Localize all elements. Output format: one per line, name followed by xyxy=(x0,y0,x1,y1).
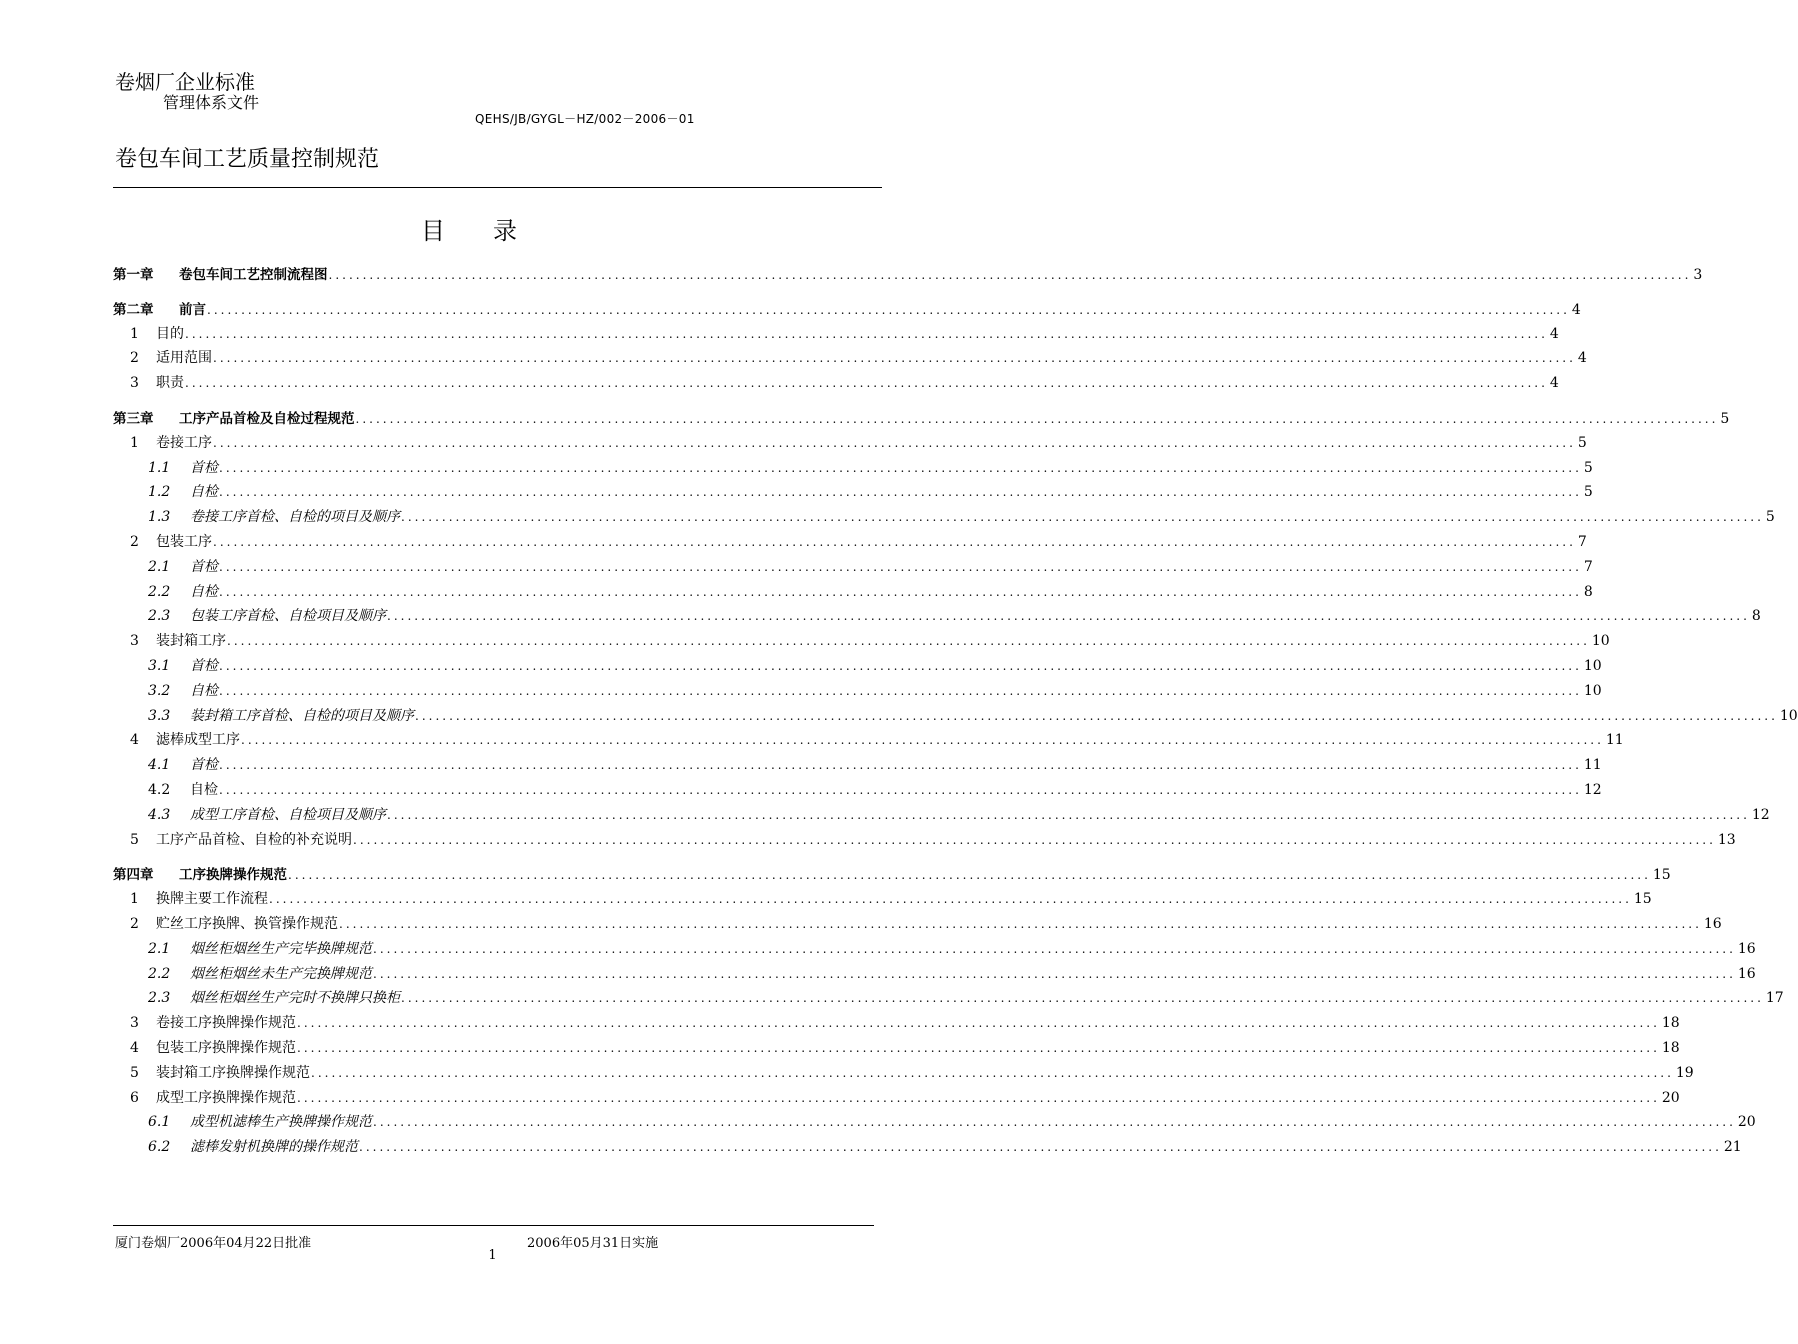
toc-dot-leader: ........................................................................................................................................................................................................ xyxy=(207,302,1570,317)
toc-entry-number: 4.1 xyxy=(148,757,171,774)
toc-entry[interactable] xyxy=(113,754,1602,779)
toc-page-number: 11 xyxy=(1605,732,1624,749)
toc-dot-leader: ........................................................................................................................................................................................................ xyxy=(297,1016,1660,1031)
toc-page-number: 16 xyxy=(1737,965,1756,982)
toc-entry[interactable] xyxy=(113,432,1587,457)
toc-page-number: 5 xyxy=(1765,509,1775,526)
toc-page-number: 16 xyxy=(1703,915,1722,932)
toc-dot-leader: ........................................................................................................................................................................................................ xyxy=(297,1040,1660,1055)
toc-spacer xyxy=(113,397,882,407)
toc-entry-title: 首检 xyxy=(190,657,218,674)
toc-dot-leader: ........................................................................................................................................................................................................ xyxy=(415,708,1778,723)
footer-rule xyxy=(113,1225,874,1226)
org-name: 卷烟厂企业标准 xyxy=(115,70,255,94)
toc-entry-title: 包装工序换牌操作规范 xyxy=(156,1039,296,1056)
toc-entry[interactable] xyxy=(113,1062,1694,1087)
toc-entry[interactable] xyxy=(113,605,1761,630)
toc-entry-title: 成型机滤棒生产换牌操作规范 xyxy=(190,1114,372,1131)
toc-entry-number: 2 xyxy=(130,533,139,550)
toc-entry-number: 第三章 xyxy=(113,410,154,427)
toc-page-number: 15 xyxy=(1633,891,1652,908)
toc-entry-title: 卷接工序 xyxy=(156,434,212,451)
toc-dot-leader: ........................................................................................................................................................................................................ xyxy=(213,351,1576,366)
toc-entry-number: 3.3 xyxy=(148,707,171,724)
toc-chapter-entry[interactable] xyxy=(113,298,1581,323)
toc-dot-leader: ........................................................................................................................................................................................................ xyxy=(288,868,1651,883)
toc-entry-title: 自检 xyxy=(190,484,218,501)
toc-page-number: 4 xyxy=(1571,301,1581,318)
toc-heading: 目录 xyxy=(421,217,565,245)
toc-entry-title: 首检 xyxy=(190,558,218,575)
toc-dot-leader: ........................................................................................................................................................................................................ xyxy=(339,916,1702,931)
toc-entry-number: 2 xyxy=(130,350,139,367)
toc-entry[interactable] xyxy=(113,804,1770,829)
toc-entry-title: 烟丝柜烟丝未生产完换牌规范 xyxy=(190,965,372,982)
toc-dot-leader: ........................................................................................................................................................................................................ xyxy=(359,1140,1722,1155)
toc-entry[interactable] xyxy=(113,779,1602,804)
toc-page-number: 11 xyxy=(1583,757,1602,774)
toc-entry[interactable] xyxy=(113,481,1593,506)
toc-page-number: 12 xyxy=(1751,806,1770,823)
toc-dot-leader: ........................................................................................................................................................................................................ xyxy=(241,733,1604,748)
toc-dot-leader: ........................................................................................................................................................................................................ xyxy=(401,991,1764,1006)
toc-entry[interactable] xyxy=(113,531,1587,556)
toc-entry[interactable] xyxy=(113,680,1602,705)
toc-entry-title: 贮丝工序换牌、换管操作规范 xyxy=(156,915,338,932)
toc-entry-number: 5 xyxy=(130,831,139,848)
toc-entry-title: 装封箱工序首检、自检的项目及顺序 xyxy=(190,707,414,724)
toc-dot-leader: ........................................................................................................................................................................................................ xyxy=(328,268,1692,282)
toc-dot-leader: ........................................................................................................................................................................................................ xyxy=(185,326,1548,341)
toc-dot-leader: ........................................................................................................................................................................................................ xyxy=(373,966,1736,981)
toc-entry-number: 1 xyxy=(130,434,139,451)
toc-page-number: 20 xyxy=(1737,1114,1756,1131)
document-title: 卷包车间工艺质量控制规范 xyxy=(115,147,380,172)
toc-entry-title: 自检 xyxy=(190,682,218,699)
toc-entry-title: 包装工序首检、自检项目及顺序 xyxy=(190,608,386,625)
toc-entry[interactable] xyxy=(113,963,1756,988)
toc-dot-leader: ........................................................................................................................................................................................................ xyxy=(297,1090,1660,1105)
toc-dot-leader: ........................................................................................................................................................................................................ xyxy=(311,1065,1674,1080)
toc-entry[interactable] xyxy=(113,829,1736,854)
toc-entry-number: 1.1 xyxy=(148,459,171,476)
toc-entry-title: 卷接工序换牌操作规范 xyxy=(156,1015,296,1032)
toc-entry-title: 自检 xyxy=(190,583,218,600)
toc-entry[interactable] xyxy=(113,372,1559,397)
toc-dot-leader: ........................................................................................................................................................................................................ xyxy=(227,634,1590,649)
toc-spacer xyxy=(113,853,882,863)
toc-page-number: 20 xyxy=(1661,1089,1680,1106)
toc-page-number: 19 xyxy=(1675,1064,1694,1081)
toc-chapter-entry[interactable] xyxy=(113,263,1703,288)
page-number: 1 xyxy=(488,1248,497,1263)
toc-entry-number: 2.3 xyxy=(148,608,171,625)
toc-entry-number: 第一章 xyxy=(113,267,154,283)
toc-entry-number: 4 xyxy=(130,1039,139,1056)
toc-entry-number: 6 xyxy=(130,1089,139,1106)
toc-page-number: 3 xyxy=(1693,267,1703,283)
toc-dot-leader: ........................................................................................................................................................................................................ xyxy=(219,460,1582,475)
toc-page-number: 10 xyxy=(1591,633,1610,650)
toc-entry-title: 滤棒成型工序 xyxy=(156,732,240,749)
toc-entry-title: 换牌主要工作流程 xyxy=(156,891,268,908)
toc-entry-number: 4.3 xyxy=(148,806,171,823)
toc-dot-leader: ........................................................................................................................................................................................................ xyxy=(401,510,1764,525)
toc-entry-number: 1.2 xyxy=(148,484,171,501)
toc-entry-number: 3 xyxy=(130,375,139,392)
toc-entry-title: 工序换牌操作规范 xyxy=(179,867,287,884)
toc-entry-title: 工序产品首检及自检过程规范 xyxy=(179,410,355,427)
toc-chapter-entry[interactable] xyxy=(113,863,1671,888)
toc-entry[interactable] xyxy=(113,323,1559,348)
toc-page-number: 18 xyxy=(1661,1039,1680,1056)
toc-page-number: 16 xyxy=(1737,940,1756,957)
toc-entry-title: 包装工序 xyxy=(156,533,212,550)
toc-entry[interactable] xyxy=(113,1087,1680,1112)
toc-entry-title: 职责 xyxy=(156,375,184,392)
toc-entry[interactable] xyxy=(113,655,1602,680)
toc-page-number: 18 xyxy=(1661,1015,1680,1032)
toc-entry[interactable] xyxy=(113,347,1587,372)
toc-page-number: 5 xyxy=(1720,410,1730,427)
toc-dot-leader: ........................................................................................................................................................................................................ xyxy=(219,782,1582,797)
toc-entry[interactable] xyxy=(113,913,1722,938)
toc-dot-leader: ........................................................................................................................................................................................................ xyxy=(353,832,1716,847)
toc-entry-number: 1 xyxy=(130,325,139,342)
toc-entry-number: 6.1 xyxy=(148,1114,171,1131)
toc-entry[interactable] xyxy=(113,705,1798,730)
toc-entry-title: 卷包车间工艺控制流程图 xyxy=(179,267,328,283)
toc-dot-leader: ........................................................................................................................................................................................................ xyxy=(219,584,1582,599)
toc-page-number: 4 xyxy=(1549,325,1559,342)
toc-page-number: 10 xyxy=(1779,707,1798,724)
toc-entry[interactable] xyxy=(113,581,1593,606)
toc-page-number: 17 xyxy=(1765,990,1784,1007)
toc-entry-number: 3 xyxy=(130,1015,139,1032)
toc-entry-title: 目的 xyxy=(156,325,184,342)
toc-entry-title: 首检 xyxy=(190,757,218,774)
toc-dot-leader: ........................................................................................................................................................................................................ xyxy=(373,941,1736,956)
toc-entry-title: 烟丝柜烟丝生产完毕换牌规范 xyxy=(190,940,372,957)
toc-entry[interactable] xyxy=(113,1136,1742,1161)
toc-dot-leader: ........................................................................................................................................................................................................ xyxy=(219,559,1582,574)
toc-page-number: 4 xyxy=(1577,350,1587,367)
toc-entry-title: 适用范围 xyxy=(156,350,212,367)
toc-page-number: 10 xyxy=(1583,657,1602,674)
toc-dot-leader: ........................................................................................................................................................................................................ xyxy=(219,485,1582,500)
toc-page-number: 8 xyxy=(1751,608,1761,625)
toc-entry[interactable] xyxy=(113,987,1784,1012)
toc-entry-number: 1 xyxy=(130,891,139,908)
toc-entry-title: 成型工序换牌操作规范 xyxy=(156,1089,296,1106)
toc-entry[interactable] xyxy=(113,1111,1756,1136)
toc-page-number: 15 xyxy=(1652,867,1671,884)
toc-entry-title: 卷接工序首检、自检的项目及顺序 xyxy=(190,509,400,526)
toc-entry-number: 第四章 xyxy=(113,867,154,884)
toc-entry[interactable] xyxy=(113,888,1652,913)
toc-entry[interactable] xyxy=(113,1037,1680,1062)
toc-entry-number: 3 xyxy=(130,633,139,650)
toc-page-number: 10 xyxy=(1583,682,1602,699)
toc-entry-number: 4.2 xyxy=(148,781,171,798)
toc-dot-leader: ........................................................................................................................................................................................................ xyxy=(387,609,1750,624)
toc-page-number: 5 xyxy=(1583,459,1593,476)
toc-entry-title: 前言 xyxy=(179,301,206,318)
toc-entry-title: 自检 xyxy=(190,781,218,798)
toc-dot-leader: ........................................................................................................................................................................................................ xyxy=(373,1115,1736,1130)
toc-entry-title: 成型工序首检、自检项目及顺序 xyxy=(190,806,386,823)
toc-page-number: 12 xyxy=(1583,781,1602,798)
toc-dot-leader: ........................................................................................................................................................................................................ xyxy=(219,683,1582,698)
toc-dot-leader: ........................................................................................................................................................................................................ xyxy=(219,758,1582,773)
toc-dot-leader: ........................................................................................................................................................................................................ xyxy=(269,892,1632,907)
toc-page-number: 5 xyxy=(1577,434,1587,451)
toc-entry-title: 首检 xyxy=(190,459,218,476)
toc-entry-number: 2.2 xyxy=(148,965,171,982)
approval-date: 厦门卷烟厂2006年04月22日批准 xyxy=(115,1236,312,1251)
toc-entry-number: 2.3 xyxy=(148,990,171,1007)
toc-entry[interactable] xyxy=(113,938,1756,963)
toc-page-number: 13 xyxy=(1717,831,1736,848)
toc-page-number: 4 xyxy=(1549,375,1559,392)
header-rule xyxy=(113,187,882,188)
toc-entry[interactable] xyxy=(113,630,1610,655)
toc-page-number: 5 xyxy=(1583,484,1593,501)
toc-entry[interactable] xyxy=(113,1012,1680,1037)
toc-entry-title: 装封箱工序换牌操作规范 xyxy=(156,1064,310,1081)
toc-entry-title: 滤棒发射机换牌的操作规范 xyxy=(190,1139,358,1156)
toc-page-number: 7 xyxy=(1583,558,1593,575)
toc-entry-number: 2.1 xyxy=(148,558,171,575)
toc-page-number: 21 xyxy=(1723,1139,1742,1156)
toc-dot-leader: ........................................................................................................................................................................................................ xyxy=(185,376,1548,391)
toc-entry-number: 4 xyxy=(130,732,139,749)
toc-entry-title: 烟丝柜烟丝生产完时不换牌只换柜 xyxy=(190,990,400,1007)
toc-chapter-entry[interactable] xyxy=(113,407,1730,432)
toc-dot-leader: ........................................................................................................................................................................................................ xyxy=(213,435,1576,450)
toc-dot-leader: ........................................................................................................................................................................................................ xyxy=(219,658,1582,673)
toc-entry[interactable] xyxy=(113,457,1593,482)
toc-spacer xyxy=(113,288,882,298)
toc-page-number: 7 xyxy=(1577,533,1587,550)
toc-dot-leader: ........................................................................................................................................................................................................ xyxy=(355,411,1719,426)
toc-page-number: 8 xyxy=(1583,583,1593,600)
toc-entry[interactable] xyxy=(113,729,1624,754)
toc-entry-number: 3.1 xyxy=(148,657,171,674)
document-code: QEHS/JB/GYGL－HZ/002－2006－01 xyxy=(475,112,695,126)
toc-entry-number: 第二章 xyxy=(113,301,154,318)
effective-date: 2006年05月31日实施 xyxy=(527,1236,659,1251)
toc-entry-number: 3.2 xyxy=(148,682,171,699)
toc-entry-number: 5 xyxy=(130,1064,139,1081)
toc-entry-title: 装封箱工序 xyxy=(156,633,226,650)
toc-entry-number: 1.3 xyxy=(148,509,171,526)
table-of-contents xyxy=(113,263,1798,1161)
toc-entry-number: 2 xyxy=(130,915,139,932)
toc-entry-number: 2.1 xyxy=(148,940,171,957)
toc-entry[interactable] xyxy=(113,506,1775,531)
toc-dot-leader: ........................................................................................................................................................................................................ xyxy=(387,807,1750,822)
toc-dot-leader: ........................................................................................................................................................................................................ xyxy=(213,534,1576,549)
toc-entry-number: 6.2 xyxy=(148,1139,171,1156)
toc-entry-title: 工序产品首检、自检的补充说明 xyxy=(156,831,352,848)
toc-entry-number: 2.2 xyxy=(148,583,171,600)
document-category: 管理体系文件 xyxy=(163,93,260,112)
toc-entry[interactable] xyxy=(113,556,1593,581)
